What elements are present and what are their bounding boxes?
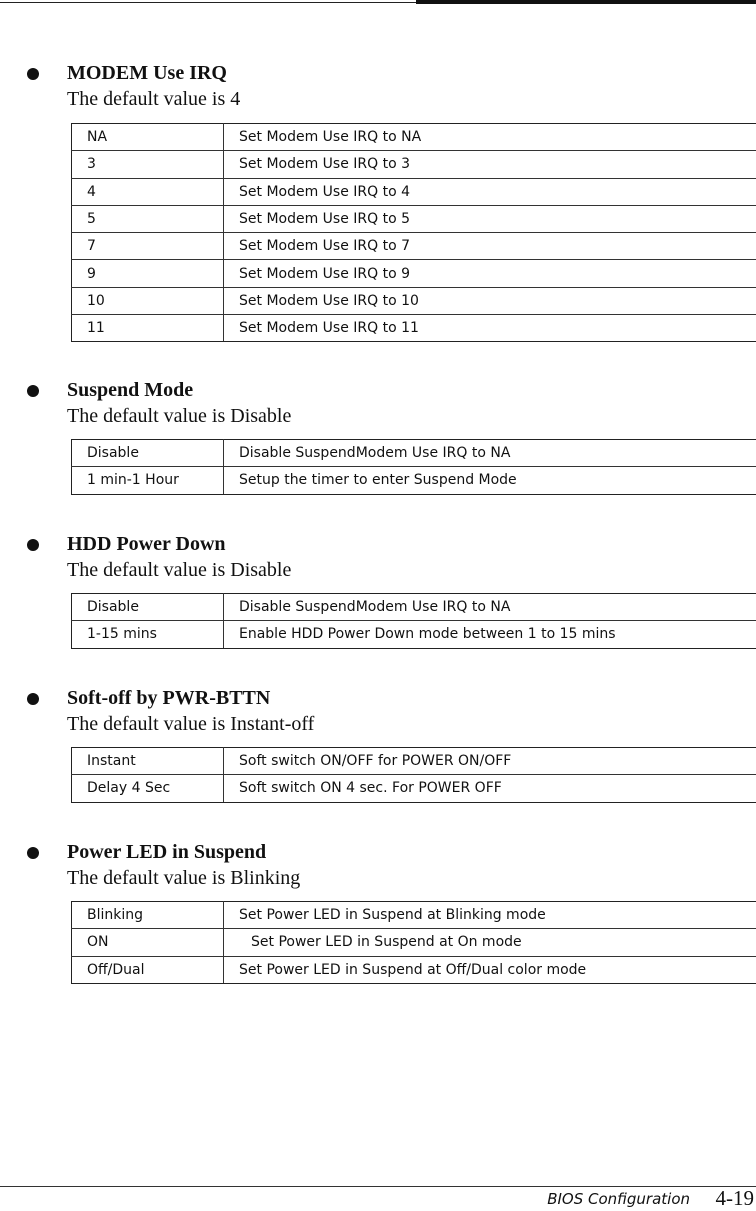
description-cell: Set Modem Use IRQ to 9 (224, 260, 756, 287)
footer-rule (0, 1186, 756, 1187)
option-cell: 9 (72, 260, 224, 287)
bullet-icon (27, 693, 39, 705)
option-cell: Delay 4 Sec (72, 775, 224, 802)
options-table (71, 439, 756, 495)
option-cell: 1-15 mins (72, 621, 224, 648)
description-cell: Set Modem Use IRQ to 7 (224, 233, 756, 260)
description-cell: Soft switch ON/OFF for POWER ON/OFF (224, 748, 756, 775)
section-title: MODEM Use IRQ (67, 62, 227, 84)
header-rule-right (416, 0, 756, 4)
table-row (72, 124, 756, 151)
description-cell: Set Power LED in Suspend at Blinking mode (224, 902, 756, 929)
description-cell: Enable HDD Power Down mode between 1 to 15 mins (224, 621, 756, 648)
description-cell: Set Power LED in Suspend at On mode (224, 929, 756, 956)
option-cell: 10 (72, 287, 224, 314)
options-table (71, 123, 756, 342)
header-rule-left (0, 2, 416, 3)
bullet-icon (27, 68, 39, 80)
options-table (71, 747, 756, 803)
table-row (72, 621, 756, 648)
option-cell: 11 (72, 315, 224, 342)
description-cell: Disable SuspendModem Use IRQ to NA (224, 594, 756, 621)
option-cell: 7 (72, 233, 224, 260)
option-cell: Instant (72, 748, 224, 775)
table-row (72, 748, 756, 775)
table-row (72, 260, 756, 287)
option-cell: 4 (72, 178, 224, 205)
options-table (71, 593, 756, 649)
option-cell: Off/Dual (72, 956, 224, 983)
table-row (72, 233, 756, 260)
bullet-icon (27, 385, 39, 397)
bullet-icon (27, 539, 39, 551)
table-row (72, 440, 756, 467)
section-default: The default value is Disable (67, 559, 292, 581)
section-title: Soft-off by PWR-BTTN (67, 687, 271, 709)
description-cell: Set Modem Use IRQ to 11 (224, 315, 756, 342)
section-title: HDD Power Down (67, 533, 226, 555)
option-cell: Disable (72, 440, 224, 467)
option-cell: 5 (72, 205, 224, 232)
description-cell: Set Modem Use IRQ to 3 (224, 151, 756, 178)
option-cell: NA (72, 124, 224, 151)
table-row (72, 775, 756, 802)
section-title: Suspend Mode (67, 379, 194, 401)
description-cell: Disable SuspendModem Use IRQ to NA (224, 440, 756, 467)
section-default: The default value is Disable (67, 405, 292, 427)
section-default: The default value is Instant-off (67, 713, 315, 735)
table-row (72, 287, 756, 314)
option-cell: Disable (72, 594, 224, 621)
table-row (72, 902, 756, 929)
option-cell: 3 (72, 151, 224, 178)
description-cell: Set Modem Use IRQ to 10 (224, 287, 756, 314)
table-row (72, 315, 756, 342)
section-default: The default value is Blinking (67, 867, 301, 889)
description-cell: Set Power LED in Suspend at Off/Dual color mode (224, 956, 756, 983)
table-row (72, 594, 756, 621)
section-title: Power LED in Suspend (67, 841, 267, 863)
table-row (72, 151, 756, 178)
table-row (72, 467, 756, 494)
table-row (72, 205, 756, 232)
description-cell: Soft switch ON 4 sec. For POWER OFF (224, 775, 756, 802)
option-cell: ON (72, 929, 224, 956)
description-cell: Set Modem Use IRQ to 5 (224, 205, 756, 232)
table-row (72, 956, 756, 983)
description-cell: Setup the timer to enter Suspend Mode (224, 467, 756, 494)
description-cell: Set Modem Use IRQ to 4 (224, 178, 756, 205)
options-table (71, 901, 756, 984)
footer-chapter-label: BIOS Configuration (547, 1190, 690, 1208)
section-default: The default value is 4 (67, 88, 241, 110)
table-row (72, 178, 756, 205)
table-row (72, 929, 756, 956)
description-cell: Set Modem Use IRQ to NA (224, 124, 756, 151)
option-cell: 1 min-1 Hour (72, 467, 224, 494)
option-cell: Blinking (72, 902, 224, 929)
page-number: 4-19 (715, 1186, 754, 1210)
bullet-icon (27, 847, 39, 859)
